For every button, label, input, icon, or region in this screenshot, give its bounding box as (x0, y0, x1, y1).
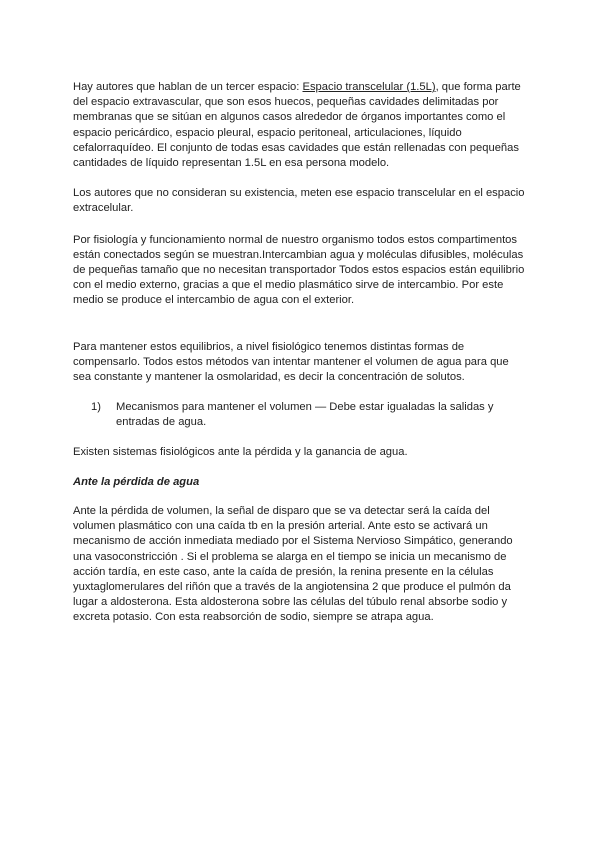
list-item-number: 1) (91, 401, 101, 414)
paragraph-fisiologia: Por fisiología y funcionamiento normal de nuestro organismo todos estos compartimentos están conectados según se muestran.Intercambian agua y moléculas difusibles, moléculas de pequeñas tamaño que no necesitan transportador Todos estos espacios están equilibrio con el medio externo, gracias a que el medio plasmático sirve de intercambio. Por este medio se produce el intercambio de agua con el exterior. (73, 233, 525, 307)
paragraph-1-intro: Hay autores que hablan de un tercer espacio: (73, 81, 303, 93)
paragraph-sistemas: Existen sistemas fisiológicos ante la pérdida y la ganancia de agua. (73, 445, 408, 458)
list-item (73, 400, 528, 430)
paragraph-autores: Los autores que no consideran su existencia, meten ese espacio transcelular en el espacio extracelular. (73, 187, 525, 215)
paragraph-1-body: , que forma parte del espacio extravascular, que son esos huecos, pequeñas cavidades delimitadas por membranas que se sitúan en algunos casos alrededor de órganos importantes como el espacio pericárdico, espacio pleural, espacio peritoneal, articulaciones, líquido cefalorraquídeo. El conjunto de todas esas cavidades que están rellenadas con pequeñas cantidades de líquido representan 1.5L en esa persona modelo. (73, 81, 521, 170)
espacio-transcelular-link[interactable]: Espacio transcelular (1.5L) (302, 81, 436, 93)
document-page (73, 80, 528, 626)
paragraph-perdida-volumen: Ante la pérdida de volumen, la señal de disparo que se va detectar será la caída del volumen plasmático con una caída tb en la presión arterial. Ante esto se activará un mecanismo de acción inmediata mediado por el Sistema Nervioso Simpático, generando una vasoconstricción . Si el problema se alarga en el tiempo se inicia un mecanismo de acción tardía, en este caso, ante la caída de presión, la renina presente en la células yuxtaglomerulares del riñón que a través de la angiotensina 2 que produce el pulmón da lugar a aldosterona. Esta aldosterona sobre las células del túbulo renal absorbe sodio y excreta potasio. Con esta reabsorción de sodio, siempre se atrapa agua. (73, 505, 513, 624)
paragraph-tercer-espacio (73, 80, 528, 171)
list-item-text: Mecanismos para mantener el volumen — Debe estar igualadas la salidas y entradas de agua. (116, 401, 494, 429)
section-heading: Ante la pérdida de agua (73, 475, 200, 488)
paragraph-equilibrios: Para mantener estos equilibrios, a nivel fisiológico tenemos distintas formas de compensarlo. Todos estos métodos van intentar mantener el volumen de agua para que sea constante y mantener la osmolaridad, es decir la concentración de solutos. (73, 340, 509, 384)
